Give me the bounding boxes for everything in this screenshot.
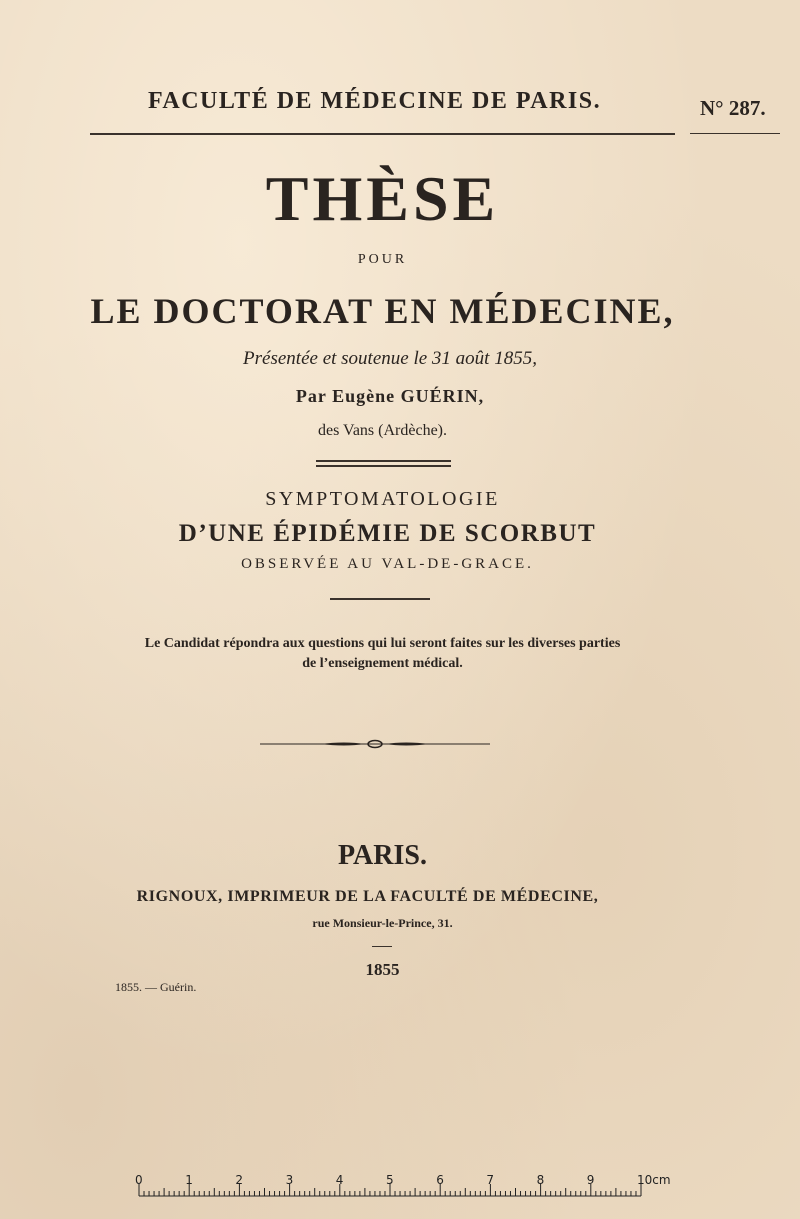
ruler-label: 0: [135, 1173, 143, 1187]
subject-line-1: SYMPTOMATOLOGIE: [265, 488, 500, 510]
ornamental-divider: [260, 736, 490, 752]
imprint-year: 1855: [365, 960, 400, 979]
ruler-label: 6: [436, 1173, 444, 1187]
pour-label: POUR: [357, 252, 408, 267]
thesis-number: N° 287.: [700, 96, 766, 120]
ruler-label: 4: [335, 1173, 344, 1187]
ruler-label: 10cm: [637, 1173, 671, 1187]
subject-line-3: OBSERVÉE AU VAL-DE-GRACE.: [241, 556, 534, 572]
presentation-line: Présentée et soutenue le 31 août 1855,: [243, 348, 537, 369]
middle-rule: [330, 598, 430, 600]
notice-line-2: de l’enseignement médical.: [302, 656, 463, 671]
ruler-label: 5: [386, 1173, 394, 1187]
top-rule: [90, 133, 675, 135]
ruler-label: 7: [486, 1173, 495, 1187]
notice-line-1: Le Candidat répondra aux questions qui lui seront faites sur les diverses parties: [144, 636, 621, 651]
short-rule: [372, 946, 392, 947]
ruler-label: 9: [586, 1173, 595, 1187]
imprint-city: PARIS.: [338, 840, 427, 871]
ruler-label: 8: [536, 1173, 545, 1187]
footer-signature: 1855. — Guérin.: [115, 980, 197, 994]
candidate-notice: [0, 634, 765, 674]
thesis-title: THÈSE: [265, 163, 500, 234]
double-rule-bottom: [316, 465, 451, 467]
double-rule-top: [316, 460, 451, 462]
number-rule: [690, 133, 780, 134]
subject-line-2: D’UNE ÉPIDÉMIE DE SCORBUT: [178, 520, 597, 547]
faculty-heading: FACULTÉ DE MÉDECINE DE PARIS.: [148, 88, 602, 114]
ruler-label: 1: [185, 1173, 193, 1187]
printer-line: RIGNOUX, IMPRIMEUR DE LA FACULTÉ DE MÉDECINE,: [136, 888, 599, 905]
printer-address: rue Monsieur-le-Prince, 31.: [312, 916, 453, 930]
author-line: Par Eugène GUÉRIN,: [295, 386, 485, 406]
doctorate-title: LE DOCTORAT EN MÉDECINE,: [90, 291, 675, 331]
author-origin: des Vans (Ardèche).: [318, 422, 447, 439]
ruler-label: 2: [235, 1173, 244, 1187]
ruler-label: 3: [285, 1173, 294, 1187]
